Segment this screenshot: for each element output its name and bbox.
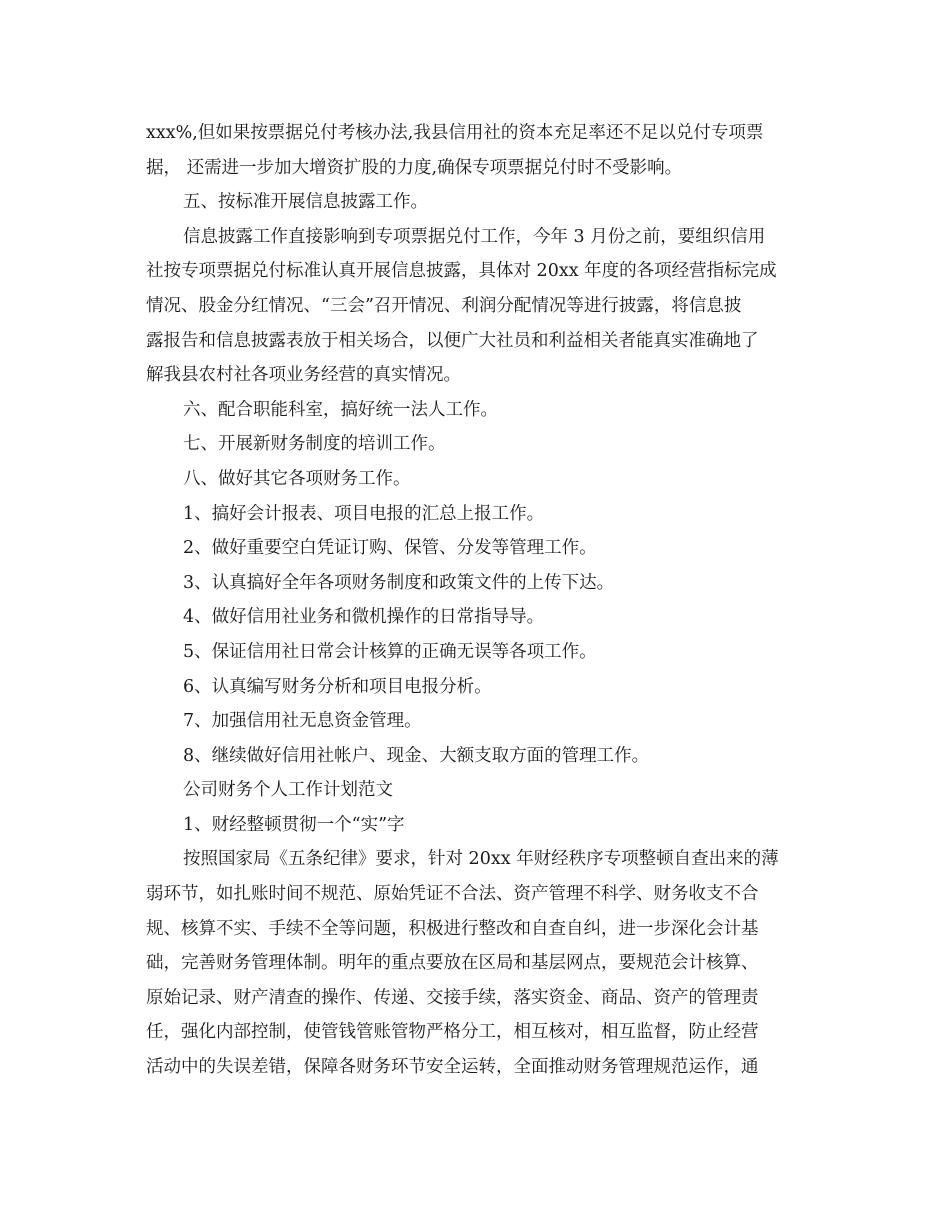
text-line: 八、做好其它各项财务工作。: [183, 468, 411, 489]
text-line: 活动中的失误差错，保障各财务环节安全运转，全面推动财务管理规范运作，通: [146, 1057, 759, 1078]
text-line: 情况、股金分红情况、“三会”召开情况、利润分配情况等进行披露，将信息披: [146, 295, 742, 316]
text-line: 2、做好重要空白凭证订购、保管、分发等管理工作。: [183, 538, 597, 559]
text-line: 6、认真编写财务分析和项目电报分析。: [183, 676, 492, 697]
text-line: 据， 还需进一步加大增资扩股的力度,确保专项票据兑付时不受影响。: [146, 157, 683, 178]
text-line: 信息披露工作直接影响到专项票据兑付工作，今年 3 月份之前，要组织信用: [183, 226, 766, 247]
text-line: 七、开展新财务制度的培训工作。: [183, 434, 446, 455]
text-line: 7、加强信用社无息资金管理。: [183, 711, 422, 732]
document-body: [146, 116, 806, 1085]
text-line: 按照国家局《五条纪律》要求，针对 20xx 年财经秩序专项整顿自查出来的薄: [183, 849, 779, 870]
text-line: 社按专项票据兑付标准认真开展信息披露，具体对 20xx 年度的各项经营指标完成: [146, 261, 777, 282]
text-line: 六、配合职能科室，搞好统一法人工作。: [183, 399, 498, 420]
text-line: 原始记录、财产清查的操作、传递、交接手续，落实资金、商品、资产的管理责: [146, 987, 759, 1008]
text-line: 3、认真搞好全年各项财务制度和政策文件的上传下达。: [183, 572, 615, 593]
text-line: 规、核算不实、手续不全等问题，积极进行整改和自查自纠，进一步深化会计基: [146, 918, 759, 939]
text-line: 1、财经整顿贯彻一个“实”字: [183, 814, 405, 835]
text-line: 解我县农村社各项业务经营的真实情况。: [146, 365, 461, 386]
text-line: 弱环节，如扎账时间不规范、原始凭证不合法、资产管理不科学、财务收支不合: [146, 884, 759, 905]
text-line: 4、做好信用社业务和微机操作的日常指导导。: [183, 607, 545, 628]
text-line: xxx%,但如果按票据兑付考核办法,我县信用社的资本充足率还不足以兑付专项票: [146, 123, 764, 143]
text-line: 础，完善财务管理体制。明年的重点要放在区局和基层网点，要规范会计核算、: [146, 953, 759, 974]
text-line: 5、保证信用社日常会计核算的正确无误等各项工作。: [183, 641, 597, 662]
text-line: 五、按标准开展信息披露工作。: [183, 192, 428, 213]
text-line: 任，强化内部控制，使管钱管账管物严格分工，相互核对，相互监督，防止经营: [146, 1022, 759, 1043]
text-line: 8、继续做好信用社帐户、现金、大额支取方面的管理工作。: [183, 745, 650, 766]
text-line: 露报告和信息披露表放于相关场合，以便广大社员和利益相关者能真实准确地了: [146, 330, 759, 351]
text-line: 公司财务个人工作计划范文: [183, 780, 393, 801]
text-line: 1、搞好会计报表、项目电报的汇总上报工作。: [183, 503, 545, 524]
